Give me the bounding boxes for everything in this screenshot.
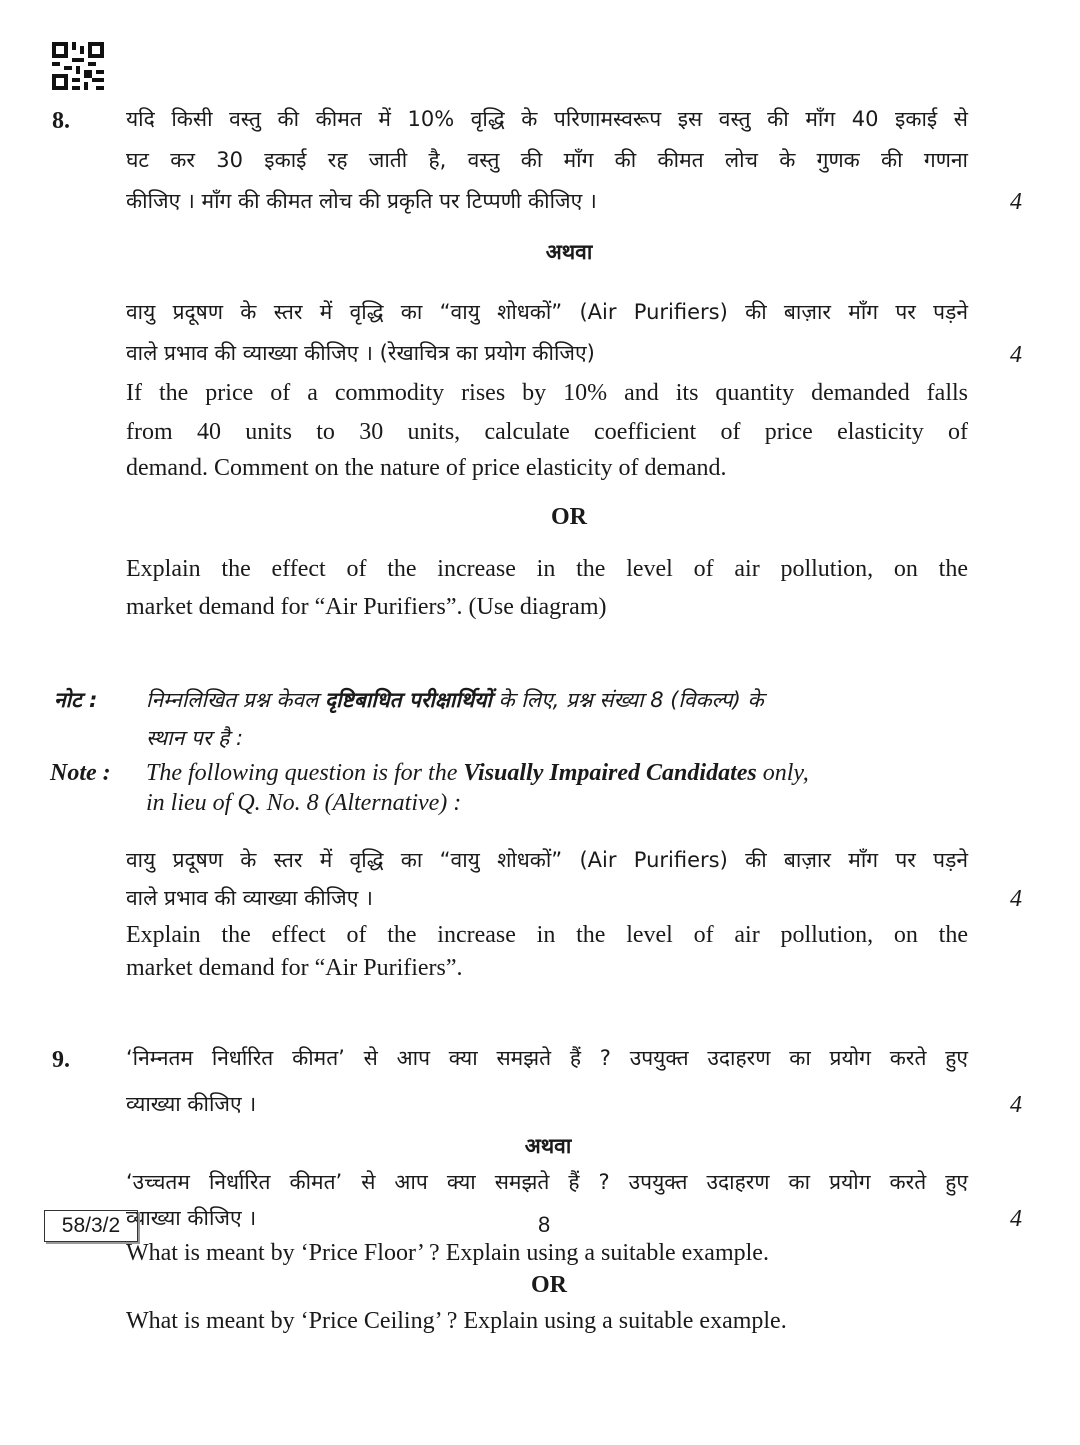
question-number-8: 8. xyxy=(52,108,70,134)
note-english-line-2: in lieu of Q. No. 8 (Alternative) : xyxy=(146,790,462,816)
q8-english-alt-line-1: Explain the effect of the increase in the level of air pollution, on the xyxy=(126,556,968,582)
q9-alt-hindi-line-2: व्याख्या कीजिए । xyxy=(126,1206,257,1230)
question-number-9: 9. xyxy=(52,1047,70,1073)
note-hindi-bold: दृष्टिबाधित परीक्षार्थियों xyxy=(324,688,492,712)
note-hindi-line-2: स्थान पर है : xyxy=(146,726,244,750)
note-english-line-1-pre: The following question is for the xyxy=(146,760,464,786)
q8-alt-hindi-line-2: वाले प्रभाव की व्याख्या कीजिए । (रेखाचित्र का प्रयोग कीजिए) xyxy=(126,341,595,365)
q9-athva-heading: अथवा xyxy=(524,1134,572,1158)
q9-english-alt: What is meant by ‘Price Ceiling’ ? Explain using a suitable example. xyxy=(126,1308,787,1334)
page-number: 8 xyxy=(538,1212,551,1237)
q8-hindi-line-3: कीजिए । माँग की कीमत लोच की प्रकृति पर टिप्पणी कीजिए । xyxy=(126,189,597,213)
q9-english: What is meant by ‘Price Floor’ ? Explain using a suitable example. xyxy=(126,1240,769,1266)
note-english-line-1-post: only, xyxy=(756,760,809,786)
vi-marks: 4 xyxy=(1010,886,1022,912)
q9-or-heading: OR xyxy=(531,1272,567,1298)
note-hindi-line-1-post: के लिए, प्रश्न संख्या 8 (विकल्प) के xyxy=(491,688,764,712)
note-english-line-1 xyxy=(146,760,809,787)
q8-hindi-line-1: यदि किसी वस्तु की कीमत में 10% वृद्धि के परिणामस्वरूप इस वस्तु की माँग 40 इकाई से xyxy=(126,107,968,131)
paper-code: 58/3/2 xyxy=(44,1210,138,1242)
vi-hindi-line-1: वायु प्रदूषण के स्तर में वृद्धि का “वायु शोधकों” (Air Purifiers) की बाज़ार माँग पर पड़ने xyxy=(126,848,968,872)
q8-athva-heading: अथवा xyxy=(545,240,593,264)
q9-hindi-line-2: व्याख्या कीजिए । xyxy=(126,1092,257,1116)
q9-hindi-line-1: ‘निम्नतम निर्धारित कीमत’ से आप क्या समझते हैं ? उपयुक्त उदाहरण का प्रयोग करते हुए xyxy=(126,1046,968,1070)
vi-english-line-1: Explain the effect of the increase in the level of air pollution, on the xyxy=(126,922,968,948)
qr-code-icon xyxy=(52,42,104,90)
note-english-bold: Visually Impaired Candidates xyxy=(463,760,757,786)
q8-english-line-3: demand. Comment on the nature of price elasticity of demand. xyxy=(126,455,727,481)
note-hindi-line-1-pre: निम्नलिखित प्रश्न केवल xyxy=(146,688,325,712)
q8-english-alt-line-2: market demand for “Air Purifiers”. (Use diagram) xyxy=(126,594,607,620)
note-hindi-line-1 xyxy=(146,686,764,714)
q8-marks: 4 xyxy=(1010,189,1022,215)
q8-english-line-2: from 40 units to 30 units, calculate coefficient of price elasticity of xyxy=(126,419,968,445)
q9-alt-hindi-line-1: ‘उच्चतम निर्धारित कीमत’ से आप क्या समझते हैं ? उपयुक्त उदाहरण का प्रयोग करते हुए xyxy=(126,1170,968,1194)
note-label-hindi: नोट : xyxy=(54,688,98,712)
q8-or-heading: OR xyxy=(551,504,587,530)
q8-english-line-1: If the price of a commodity rises by 10% and its quantity demanded falls xyxy=(126,380,968,406)
vi-english-line-2: market demand for “Air Purifiers”. xyxy=(126,955,463,981)
q8-alt-marks: 4 xyxy=(1010,342,1022,368)
q8-hindi-line-2: घट कर 30 इकाई रह जाती है, वस्तु की माँग की कीमत लोच के गुणक की गणना xyxy=(126,148,968,172)
q9-alt-marks: 4 xyxy=(1010,1206,1022,1232)
q9-marks: 4 xyxy=(1010,1092,1022,1118)
note-label-english: Note : xyxy=(50,760,111,786)
q8-alt-hindi-line-1: वायु प्रदूषण के स्तर में वृद्धि का “वायु शोधकों” (Air Purifiers) की बाज़ार माँग पर पड़ने xyxy=(126,300,968,324)
vi-hindi-line-2: वाले प्रभाव की व्याख्या कीजिए । xyxy=(126,886,373,910)
